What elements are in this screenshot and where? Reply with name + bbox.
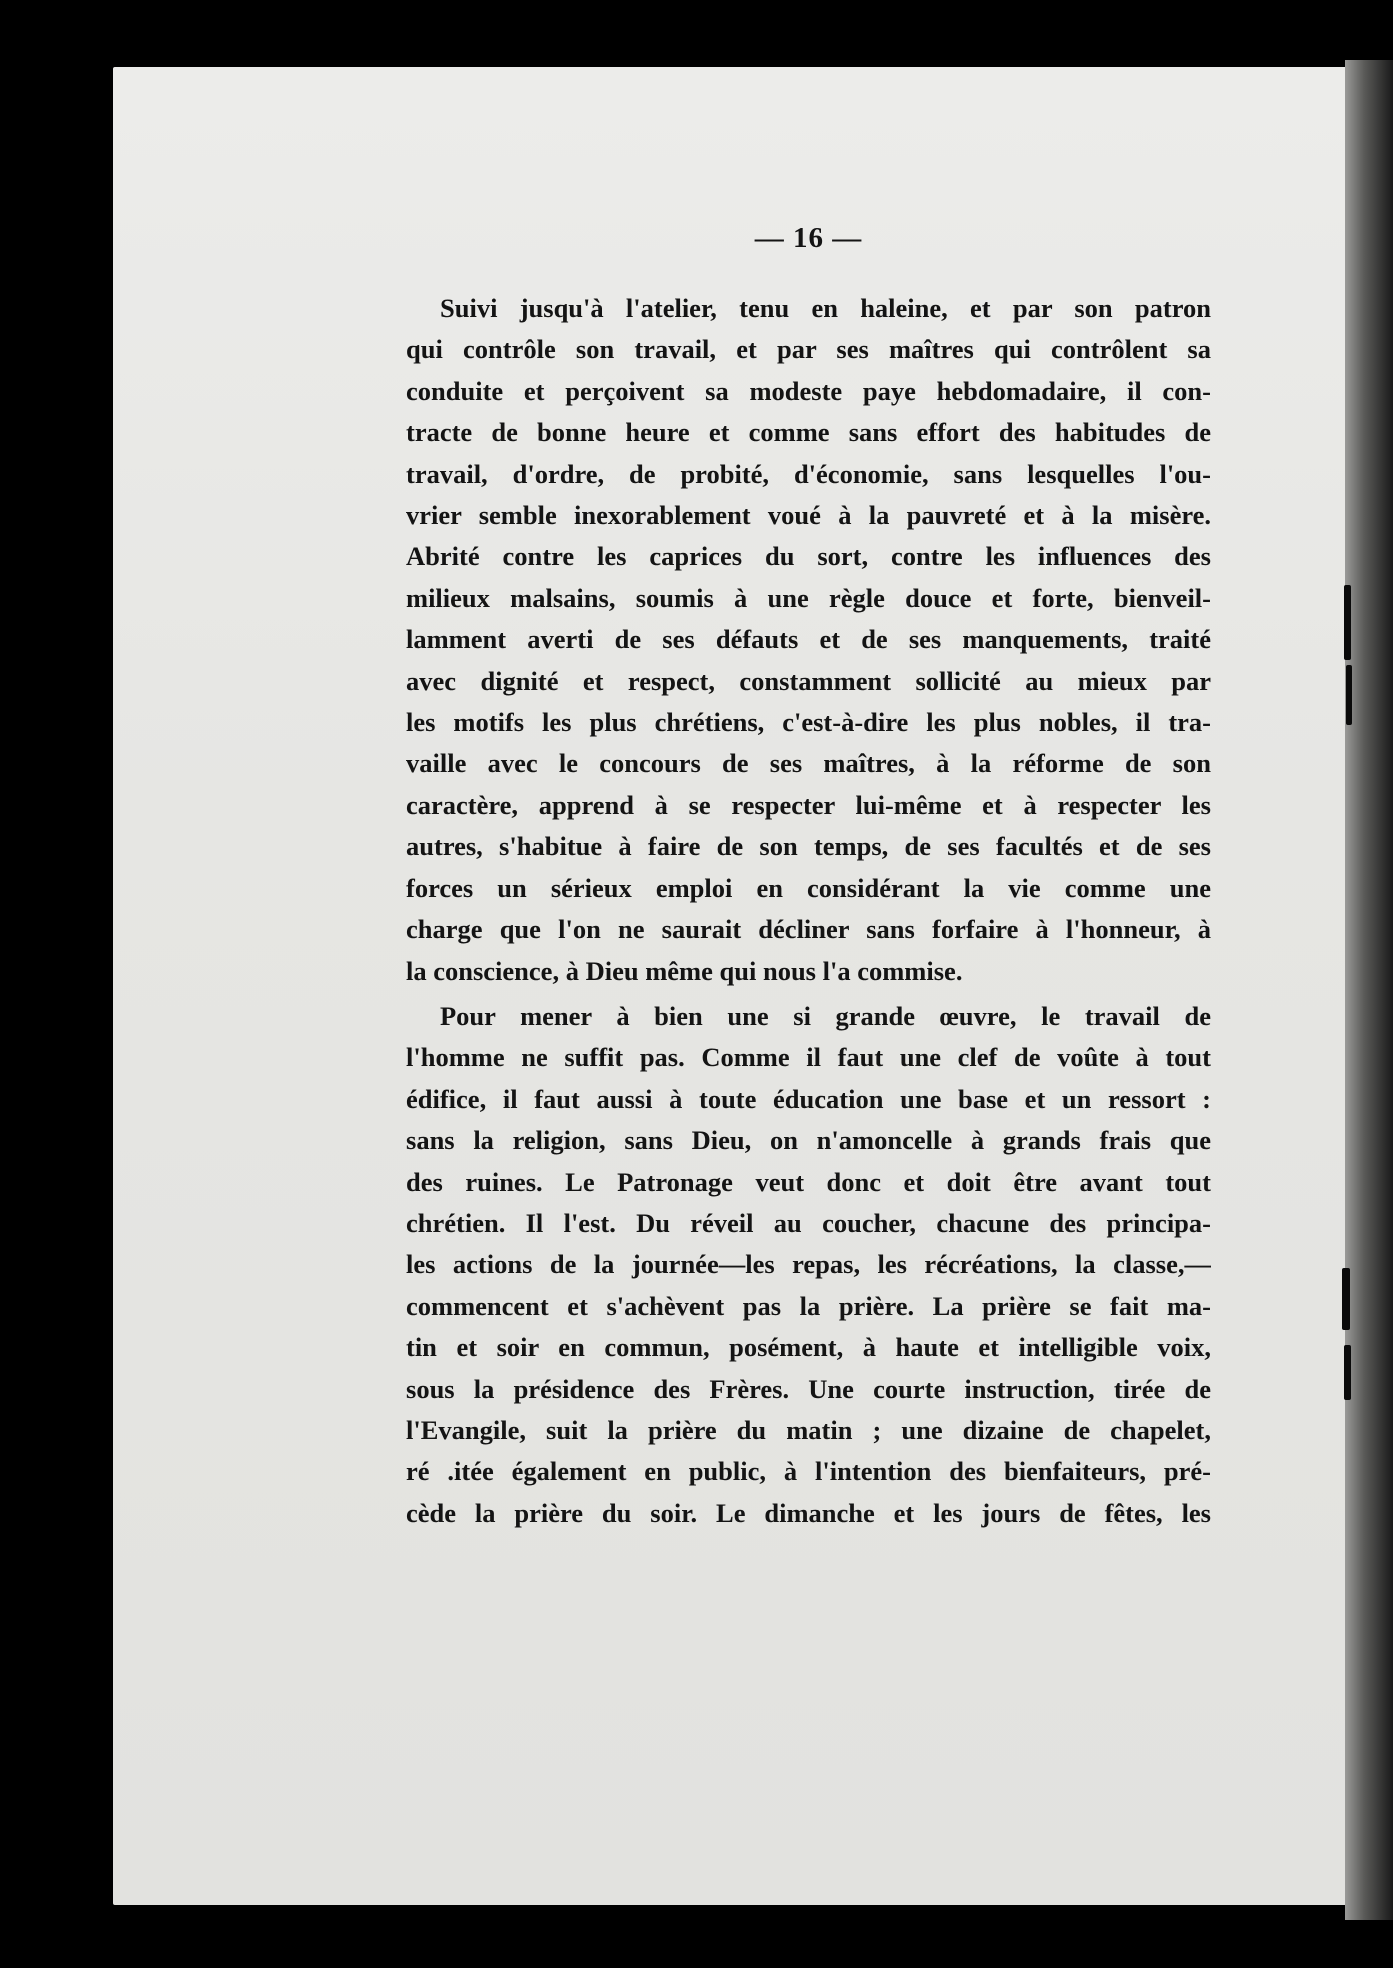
text-line: qui contrôle son travail, et par ses maîtres qui contrôlent sa (406, 334, 1211, 365)
margin-mark (1344, 1345, 1351, 1400)
text-line: sans la religion, sans Dieu, on n'amoncelle à grands frais que (406, 1125, 1211, 1156)
margin-mark (1344, 585, 1351, 660)
text-line: des ruines. Le Patronage veut donc et doit être avant tout (406, 1166, 1211, 1197)
text-line: sous la présidence des Frères. Une courte instruction, tirée de (406, 1373, 1211, 1404)
text-line: ré .itée également en public, à l'intention des bienfaiteurs, pré- (406, 1456, 1211, 1487)
text-line: Abrité contre les caprices du sort, contre les influences des (406, 541, 1211, 572)
text-line: tin et soir en commun, posément, à haute et intelligible voix, (406, 1332, 1211, 1363)
text-line: édifice, il faut aussi à toute éducation une base et un ressort : (406, 1083, 1211, 1114)
text-line: caractère, apprend à se respecter lui-même et à respecter les (406, 789, 1211, 820)
text-line: tracte de bonne heure et comme sans effort des habitudes de (406, 417, 1211, 448)
page-number: — 16 — (754, 222, 863, 254)
text-line: vrier semble inexorablement voué à la pauvreté et à la misère. (406, 500, 1211, 531)
text-line: les motifs les plus chrétiens, c'est-à-dire les plus nobles, il tra- (406, 707, 1211, 738)
text-line: forces un sérieux emploi en considérant la vie comme une (406, 872, 1211, 903)
text-line: autres, s'habitue à faire de son temps, de ses facultés et de ses (406, 831, 1211, 862)
text-line: conduite et perçoivent sa modeste paye hebdomadaire, il con- (406, 375, 1211, 406)
text-line: avec dignité et respect, constamment sollicité au mieux par (406, 665, 1211, 696)
text-line: cède la prière du soir. Le dimanche et les jours de fêtes, les (406, 1497, 1211, 1528)
paragraph-2 (406, 996, 1211, 1534)
text-line: l'homme ne suffit pas. Comme il faut une clef de voûte à tout (406, 1042, 1211, 1073)
text-line: les actions de la journée—les repas, les récréations, la classe,— (406, 1249, 1211, 1280)
text-line: vaille avec le concours de ses maîtres, à la réforme de son (406, 748, 1211, 779)
document-page (406, 222, 1211, 1534)
margin-mark (1346, 665, 1352, 725)
text-line: Pour mener à bien une si grande œuvre, le travail de (440, 1000, 1211, 1031)
paragraph-1 (406, 288, 1211, 992)
text-line: l'Evangile, suit la prière du matin ; une dizaine de chapelet, (406, 1414, 1211, 1445)
paper-edge-shadow (1345, 60, 1393, 1920)
text-line: milieux malsains, soumis à une règle douce et forte, bienveil- (406, 582, 1211, 613)
margin-mark (1342, 1268, 1350, 1330)
text-line: lamment averti de ses défauts et de ses manquements, traité (406, 624, 1211, 655)
text-line: la conscience, à Dieu même qui nous l'a commise. (406, 955, 963, 986)
text-line: charge que l'on ne saurait décliner sans forfaire à l'honneur, à (406, 914, 1211, 945)
text-line: Suivi jusqu'à l'atelier, tenu en haleine, et par son patron (440, 293, 1211, 323)
text-line: commencent et s'achèvent pas la prière. La prière se fait ma- (406, 1290, 1211, 1321)
text-line: chrétien. Il l'est. Du réveil au coucher, chacune des principa- (406, 1207, 1211, 1238)
text-line: travail, d'ordre, de probité, d'économie, sans lesquelles l'ou- (406, 458, 1211, 489)
